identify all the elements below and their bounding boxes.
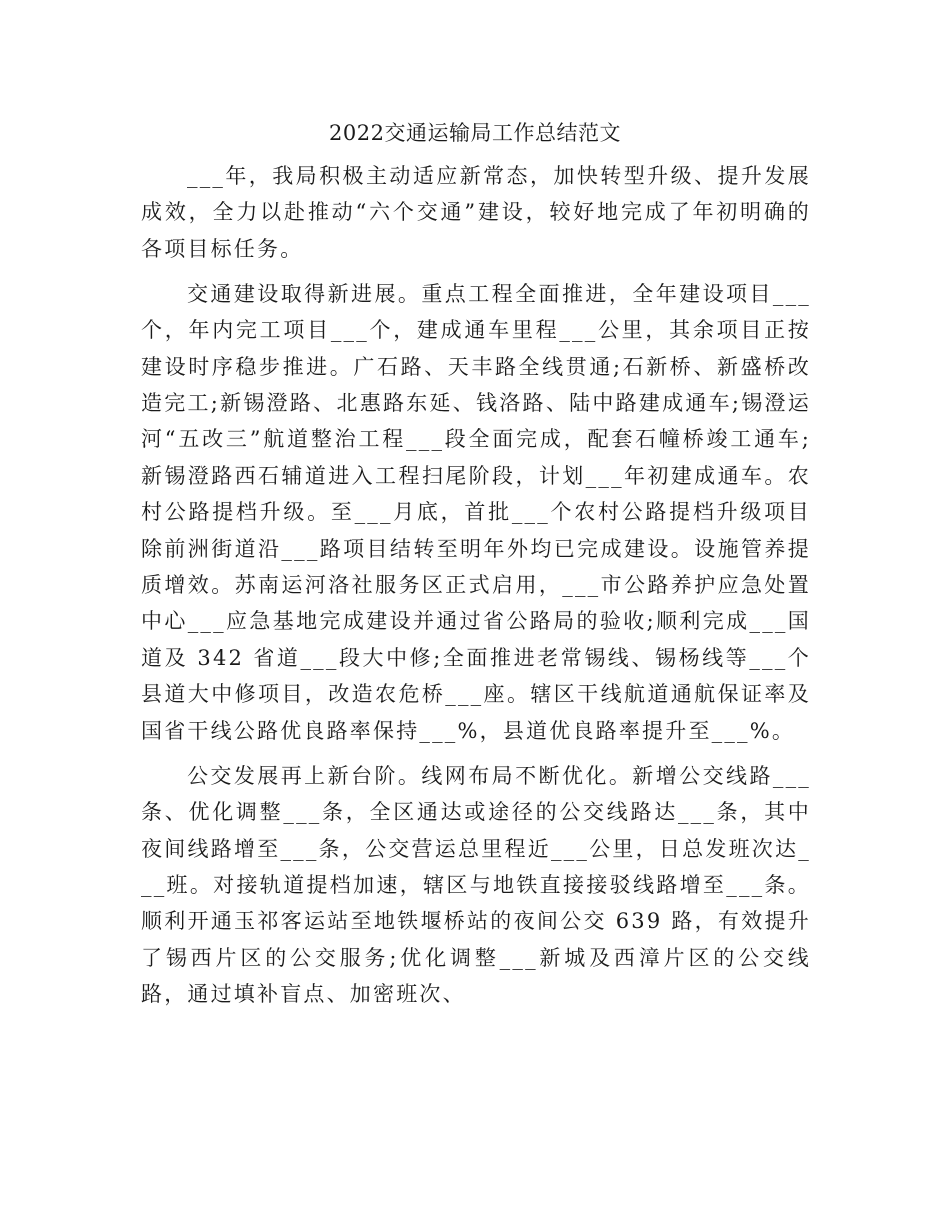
document-body xyxy=(141,158,811,1013)
document-title: 2022交通运输局工作总结范文 xyxy=(329,121,621,145)
paragraph-construction: 交通建设取得新进展。重点工程全面推进，全年建设项目___个，年内完工项目___个，建成通车里程___公里，其余项目正按建设时序稳步推进。广石路、天丰路全线贯通;石新桥、新盛桥改造完工;新锡澄路、北惠路东延、钱洛路、陆中路建成通车;锡澄运河“五改三”航道整治工程___段全面完成，配套石幢桥竣工通车;新锡澄路西石辅道进入工程扫尾阶段，计划___年初建成通车。农村公路提档升级。至___月底，首批___个农村公路提档升级项目除前洲街道沿___路项目结转至明年外均已完成建设。设施管养提质增效。苏南运河洛社服务区正式启用，___市公路养护应急处置中心___应急基地完成建设并通过省公路局的验收;顺利完成___国道及 342 省道___段大中修;全面推进老常锡线、锡杨线等___个县道大中修项目，改造农危桥___座。辖区干线航道通航保证率及国省干线公路优良路率保持___%，县道优良路率提升至___%。 xyxy=(141,281,811,743)
paragraph-public-transit: 公交发展再上新台阶。线网布局不断优化。新增公交线路___条、优化调整___条，全区通达或途径的公交线路达___条，其中夜间线路增至___条，公交营运总里程近___公里，日总发班次达___班。对接轨道提档加速，辖区与地铁直接接驳线路增至___条。顺利开通玉祁客运站至地铁堰桥站的夜间公交 639 路，有效提升了锡西片区的公交服务;优化调整___新城及西漳片区的公交线路，通过填补盲点、加密班次、 xyxy=(141,763,811,1007)
paragraph-intro: ___年，我局积极主动适应新常态，加快转型升级、提升发展成效，全力以赴推动“六个交通”建设，较好地完成了年初明确的各项目标任务。 xyxy=(141,164,811,261)
